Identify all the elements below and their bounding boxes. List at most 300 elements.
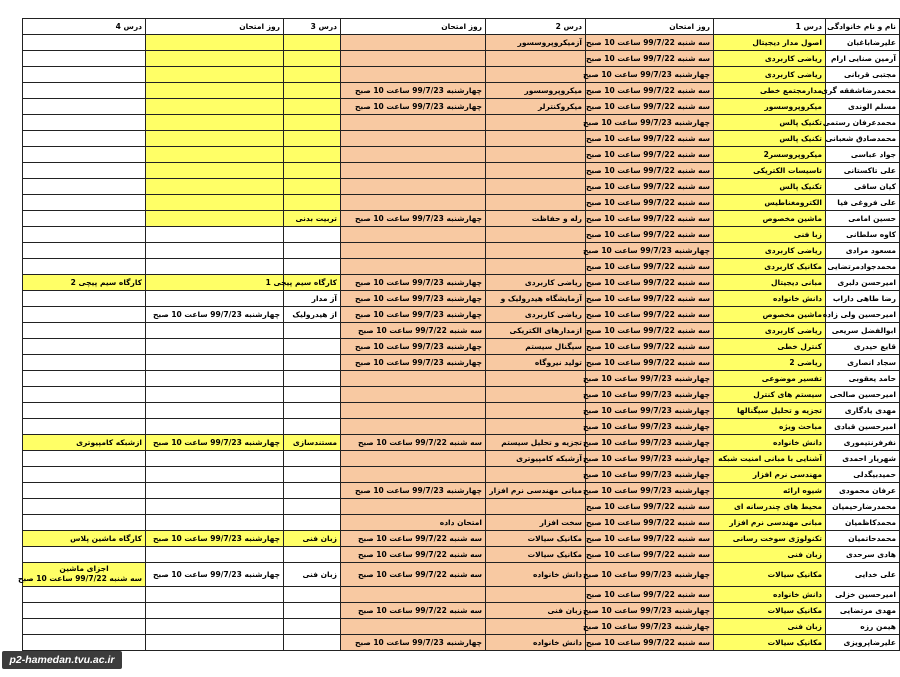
cell-text: ازمدارهای الکتریکی bbox=[509, 326, 582, 335]
cell-exam-date-1 bbox=[585, 291, 713, 307]
cell-course-2 bbox=[485, 355, 585, 371]
cell-course-3 bbox=[283, 67, 340, 83]
header-exam-date-1 bbox=[585, 19, 713, 35]
cell-text: تجزیه و تحلیل سیستم bbox=[501, 438, 582, 447]
cell-name bbox=[825, 371, 899, 387]
header-label: درس 2 bbox=[555, 22, 582, 31]
cell-course-4 bbox=[22, 587, 145, 603]
cell-course-3 bbox=[283, 131, 340, 147]
cell-text: سه شنبه 99/7/22 ساعت 10 صبح bbox=[585, 294, 710, 303]
cell-course-3 bbox=[283, 371, 340, 387]
table-row bbox=[22, 635, 899, 651]
cell-text: چهارشنبه 99/7/23 ساعت 10 صبح bbox=[583, 454, 710, 463]
cell-text: مکانیک کاربردی bbox=[764, 262, 822, 271]
cell-course-1 bbox=[713, 323, 825, 339]
cell-course-4 bbox=[22, 147, 145, 163]
cell-text: سه شنبه 99/7/22 ساعت 10 صبح bbox=[585, 182, 710, 191]
cell-exam-date-2 bbox=[340, 115, 485, 131]
cell-text: سه شنبه 99/7/22 ساعت 10 صبح bbox=[585, 54, 710, 63]
cell-exam-date-2 bbox=[340, 275, 485, 291]
cell-exam-date-1 bbox=[585, 635, 713, 651]
cell-course-2 bbox=[485, 99, 585, 115]
exam-schedule-table bbox=[17, 18, 900, 651]
cell-text: شیوه ارائه bbox=[782, 486, 822, 495]
cell-name bbox=[825, 419, 899, 435]
cell-text: سه شنبه 99/7/22 ساعت 10 صبح bbox=[585, 262, 710, 271]
cell-exam-date-3 bbox=[145, 195, 283, 211]
cell-course-3 bbox=[283, 35, 340, 51]
cell-course-4 bbox=[22, 243, 145, 259]
cell-text: چهارشنبه 99/7/23 ساعت 10 صبح bbox=[583, 606, 710, 615]
cell-text: سه شنبه 99/7/22 ساعت 10 صبح bbox=[585, 230, 710, 239]
cell-text: امتحان داده bbox=[439, 518, 482, 527]
cell-text: چهارشنبه 99/7/23 ساعت 10 صبح bbox=[153, 438, 280, 447]
cell-course-2 bbox=[485, 243, 585, 259]
cell-exam-date-3 bbox=[145, 163, 283, 179]
cell-exam-date-1 bbox=[585, 179, 713, 195]
cell-course-1 bbox=[713, 227, 825, 243]
cell-text: زبان فنی bbox=[302, 534, 337, 543]
header-label: درس 1 bbox=[795, 22, 822, 31]
cell-name bbox=[825, 179, 899, 195]
cell-course-3 bbox=[283, 163, 340, 179]
header-name bbox=[825, 19, 899, 35]
table-row bbox=[22, 211, 899, 227]
table-row bbox=[22, 243, 899, 259]
cell-text: مدارمجتمع خطی bbox=[759, 86, 822, 95]
cell-exam-date-3 bbox=[145, 67, 283, 83]
cell-exam-date-2 bbox=[340, 51, 485, 67]
cell-course-4 bbox=[22, 323, 145, 339]
cell-text: تجزیه و تحلیل سیگنالها bbox=[736, 406, 822, 415]
cell-exam-date-2 bbox=[340, 307, 485, 323]
cell-text: زبان فنی bbox=[302, 570, 337, 579]
cell-course-3 bbox=[283, 243, 340, 259]
cell-course-1 bbox=[713, 115, 825, 131]
cell-course-3 bbox=[283, 211, 340, 227]
cell-exam-date-2 bbox=[340, 227, 485, 243]
cell-exam-date-3 bbox=[145, 483, 283, 499]
cell-exam-date-2 bbox=[340, 547, 485, 563]
cell-text: قایع حیدری bbox=[853, 342, 896, 351]
cell-text: سجاد انصاری bbox=[847, 358, 896, 367]
cell-course-4 bbox=[22, 483, 145, 499]
cell-course-4 bbox=[22, 115, 145, 131]
table-row bbox=[22, 115, 899, 131]
cell-text: تفسیر موضوعی bbox=[761, 374, 822, 383]
cell-text: سه شنبه 99/7/22 ساعت 10 صبح bbox=[585, 102, 710, 111]
cell-course-4 bbox=[22, 451, 145, 467]
cell-text: چهارشنبه 99/7/23 ساعت 10 صبح bbox=[355, 278, 482, 287]
cell-course-2 bbox=[485, 291, 585, 307]
cell-course-3 bbox=[283, 403, 340, 419]
header-label: نام و نام خانوادگی bbox=[827, 22, 896, 31]
cell-exam-date-3 bbox=[145, 179, 283, 195]
header-row bbox=[22, 19, 899, 35]
cell-course-4 bbox=[22, 211, 145, 227]
cell-exam-date-1 bbox=[585, 163, 713, 179]
cell-text: سیگنال سیستم bbox=[525, 342, 582, 351]
cell-exam-date-3 bbox=[145, 83, 283, 99]
cell-text: حسین امامی bbox=[848, 214, 896, 223]
cell-text: امیرحسین ولی زاده bbox=[822, 310, 896, 319]
table-row bbox=[22, 547, 899, 563]
cell-text: اجزای ماشین سه شنبه 99/7/22 ساعت 10 صبح bbox=[17, 564, 142, 583]
cell-course-3 bbox=[283, 563, 340, 587]
cell-course-1 bbox=[713, 499, 825, 515]
cell-course-4 bbox=[22, 67, 145, 83]
cell-course-3 bbox=[283, 419, 340, 435]
table-row bbox=[22, 259, 899, 275]
cell-text: ریاضی 2 bbox=[789, 358, 822, 367]
cell-text: محمدصادق شعبانی bbox=[825, 134, 896, 143]
cell-text: کیان ساقی bbox=[854, 182, 896, 191]
cell-course-1 bbox=[713, 307, 825, 323]
cell-exam-date-2 bbox=[340, 179, 485, 195]
table-row bbox=[22, 275, 899, 291]
cell-exam-date-3 bbox=[145, 547, 283, 563]
cell-text: چهارشنبه 99/7/23 ساعت 10 صبح bbox=[355, 86, 482, 95]
cell-text: آرمین صنایی ارام bbox=[830, 54, 896, 63]
cell-exam-date-2 bbox=[340, 259, 485, 275]
cell-text: محمدرضارحیمیان bbox=[832, 502, 896, 511]
cell-exam-date-2 bbox=[340, 243, 485, 259]
cell-text: میکروپروسسر2 bbox=[763, 150, 822, 159]
cell-course-2 bbox=[485, 547, 585, 563]
cell-text: سه شنبه 99/7/22 ساعت 10 صبح bbox=[357, 326, 482, 335]
cell-text: سه شنبه 99/7/22 ساعت 10 صبح bbox=[357, 550, 482, 559]
cell-course-4 bbox=[22, 371, 145, 387]
cell-text: تکنیک پالس bbox=[779, 118, 822, 127]
cell-text: امیرحسن دلبری bbox=[837, 278, 896, 287]
table-row bbox=[22, 387, 899, 403]
cell-text: چهارشنبه 99/7/23 ساعت 10 صبح bbox=[355, 358, 482, 367]
cell-text: چهارشنبه 99/7/23 ساعت 10 صبح bbox=[583, 422, 710, 431]
cell-name bbox=[825, 355, 899, 371]
cell-text: دانش خانواده bbox=[532, 570, 582, 579]
cell-text: کنترل خطی bbox=[777, 342, 822, 351]
cell-exam-date-3 bbox=[145, 131, 283, 147]
cell-course-1 bbox=[713, 179, 825, 195]
cell-exam-date-3 bbox=[145, 563, 283, 587]
cell-text: مبانی مهندسی نرم افزار bbox=[489, 486, 582, 495]
cell-name bbox=[825, 131, 899, 147]
cell-text: آز مدار bbox=[311, 294, 337, 303]
cell-text: سه شنبه 99/7/22 ساعت 10 صبح bbox=[585, 166, 710, 175]
cell-course-4 bbox=[22, 195, 145, 211]
table-row bbox=[22, 307, 899, 323]
cell-text: سیستم های کنترل bbox=[753, 390, 822, 399]
cell-exam-date-3 bbox=[145, 635, 283, 651]
cell-text: دانش خانواده bbox=[772, 590, 822, 599]
cell-course-3 bbox=[283, 195, 340, 211]
cell-text: چهارشنبه 99/7/23 ساعت 10 صبح bbox=[355, 214, 482, 223]
cell-name bbox=[825, 483, 899, 499]
cell-exam-date-1 bbox=[585, 339, 713, 355]
cell-course-1 bbox=[713, 259, 825, 275]
cell-exam-date-3 bbox=[145, 451, 283, 467]
cell-course-2 bbox=[485, 531, 585, 547]
cell-exam-date-2 bbox=[340, 467, 485, 483]
cell-course-4 bbox=[22, 291, 145, 307]
cell-exam-date-2 bbox=[340, 323, 485, 339]
cell-text: محمدجوادمرتضایی bbox=[827, 262, 896, 271]
cell-text: زبا فنی bbox=[793, 230, 822, 239]
cell-exam-date-2 bbox=[340, 211, 485, 227]
cell-exam-date-1 bbox=[585, 259, 713, 275]
cell-text: ریاضی کاربردی bbox=[764, 70, 822, 79]
table-row bbox=[22, 467, 899, 483]
cell-text: ماشین مخصوص bbox=[762, 214, 822, 223]
cell-course-3 bbox=[283, 587, 340, 603]
cell-text: چهارشنبه 99/7/23 ساعت 10 صبح bbox=[583, 438, 710, 447]
cell-exam-date-2 bbox=[340, 563, 485, 587]
cell-name bbox=[825, 403, 899, 419]
cell-exam-date-1 bbox=[585, 227, 713, 243]
cell-text: سه شنبه 99/7/22 ساعت 10 صبح bbox=[357, 438, 482, 447]
cell-course-3 bbox=[283, 307, 340, 323]
cell-course-4 bbox=[22, 83, 145, 99]
cell-text: مبانی دیجیتال bbox=[770, 278, 822, 287]
cell-text: نفرفرنتیموری bbox=[843, 438, 896, 447]
cell-text: اصول مدار دیجیتال bbox=[752, 38, 822, 47]
cell-text: چهارشنبه 99/7/23 ساعت 10 صبح bbox=[355, 310, 482, 319]
cell-exam-date-1 bbox=[585, 131, 713, 147]
cell-text: الکترومغناطیس bbox=[764, 198, 822, 207]
cell-name bbox=[825, 243, 899, 259]
cell-exam-date-3 bbox=[145, 499, 283, 515]
cell-exam-date-1 bbox=[585, 275, 713, 291]
table-row bbox=[22, 35, 899, 51]
cell-exam-date-1 bbox=[585, 499, 713, 515]
cell-course-4 bbox=[22, 435, 145, 451]
cell-course-2 bbox=[485, 307, 585, 323]
cell-text: ریاضی کاربردی bbox=[764, 246, 822, 255]
cell-exam-date-2 bbox=[340, 435, 485, 451]
cell-text: سه شنبه 99/7/22 ساعت 10 صبح bbox=[585, 342, 710, 351]
cell-text: زبان فنی bbox=[787, 550, 822, 559]
cell-course-2 bbox=[485, 467, 585, 483]
cell-course-1 bbox=[713, 419, 825, 435]
cell-text: سه شنبه 99/7/22 ساعت 10 صبح bbox=[585, 198, 710, 207]
cell-course-4 bbox=[22, 307, 145, 323]
cell-exam-date-2 bbox=[340, 603, 485, 619]
cell-text: سه شنبه 99/7/22 ساعت 10 صبح bbox=[585, 518, 710, 527]
cell-exam-date-1 bbox=[585, 483, 713, 499]
cell-name bbox=[825, 67, 899, 83]
cell-course-2 bbox=[485, 563, 585, 587]
cell-exam-date-3 bbox=[145, 419, 283, 435]
cell-course-4 bbox=[17, 563, 145, 587]
cell-text: چهارشنبه 99/7/23 ساعت 10 صبح bbox=[583, 118, 710, 127]
cell-text: ریاضی کاربردی bbox=[764, 54, 822, 63]
cell-course-1 bbox=[713, 587, 825, 603]
cell-exam-date-2 bbox=[340, 587, 485, 603]
cell-text: ریاضی کاربردی bbox=[524, 278, 582, 287]
cell-course-2 bbox=[485, 179, 585, 195]
cell-course-1 bbox=[713, 371, 825, 387]
cell-exam-date-1 bbox=[585, 547, 713, 563]
cell-exam-date-3 bbox=[145, 619, 283, 635]
cell-text: مباحث ویژه bbox=[778, 422, 822, 431]
cell-name bbox=[825, 451, 899, 467]
cell-text: مستندسازی bbox=[292, 438, 337, 447]
cell-course-1 bbox=[713, 531, 825, 547]
cell-text: از هیدرولیک bbox=[292, 310, 337, 319]
cell-course-1 bbox=[713, 603, 825, 619]
cell-text: کارگاه سیم پیچی 2 bbox=[70, 278, 142, 287]
cell-name bbox=[825, 195, 899, 211]
cell-text: چهارشنبه 99/7/23 ساعت 10 صبح bbox=[583, 70, 710, 79]
cell-exam-date-3 bbox=[145, 115, 283, 131]
site-watermark: p2-hamedan.tvu.ac.ir bbox=[2, 651, 122, 669]
cell-exam-date-2 bbox=[340, 291, 485, 307]
cell-text: چهارشنبه 99/7/23 ساعت 10 صبح bbox=[153, 570, 280, 579]
cell-exam-date-1 bbox=[585, 419, 713, 435]
cell-course-3 bbox=[283, 259, 340, 275]
cell-text: تکنیک پالس bbox=[779, 134, 822, 143]
cell-text: کارگاه ماشین پلاس bbox=[70, 534, 142, 543]
cell-text: چهارشنبه 99/7/23 ساعت 10 صبح bbox=[355, 102, 482, 111]
cell-course-2 bbox=[485, 483, 585, 499]
cell-course-1 bbox=[713, 195, 825, 211]
cell-course-2 bbox=[485, 515, 585, 531]
cell-name bbox=[825, 291, 899, 307]
header-label: روز امتحان bbox=[669, 22, 710, 31]
cell-exam-date-1 bbox=[585, 307, 713, 323]
cell-course-3 bbox=[283, 435, 340, 451]
cell-exam-date-3 bbox=[145, 435, 283, 451]
cell-course-2 bbox=[485, 35, 585, 51]
table-row bbox=[22, 435, 899, 451]
cell-course-1 bbox=[713, 67, 825, 83]
cell-exam-date-1 bbox=[585, 515, 713, 531]
cell-exam-date-3 bbox=[145, 291, 283, 307]
cell-text: ریاضی کاربردی bbox=[764, 326, 822, 335]
cell-exam-date-1 bbox=[585, 451, 713, 467]
cell-exam-date-1 bbox=[585, 387, 713, 403]
cell-exam-date-2 bbox=[340, 67, 485, 83]
cell-text: مبانی مهندسی نرم افزار bbox=[729, 518, 822, 527]
cell-name bbox=[825, 387, 899, 403]
table-row bbox=[22, 131, 899, 147]
cell-exam-date-3 bbox=[145, 35, 283, 51]
cell-text: علی فروغی فیا bbox=[837, 198, 896, 207]
table-row bbox=[22, 83, 899, 99]
cell-exam-date-2 bbox=[340, 419, 485, 435]
cell-course-1 bbox=[713, 163, 825, 179]
cell-exam-date-2 bbox=[340, 515, 485, 531]
cell-course-4 bbox=[22, 51, 145, 67]
cell-course-3 bbox=[283, 499, 340, 515]
cell-exam-date-2 bbox=[340, 99, 485, 115]
cell-text: سه شنبه 99/7/22 ساعت 10 صبح bbox=[585, 150, 710, 159]
cell-course-2 bbox=[485, 435, 585, 451]
cell-exam-date-3 bbox=[145, 515, 283, 531]
cell-name bbox=[825, 467, 899, 483]
cell-course-3 bbox=[283, 467, 340, 483]
cell-name bbox=[822, 307, 899, 323]
cell-name bbox=[825, 339, 899, 355]
cell-course-3 bbox=[283, 547, 340, 563]
cell-text: عرفان محمودی bbox=[838, 486, 896, 495]
table-row bbox=[22, 499, 899, 515]
cell-exam-date-3 bbox=[145, 275, 283, 291]
cell-course-4 bbox=[22, 355, 145, 371]
cell-course-4 bbox=[22, 515, 145, 531]
cell-text: رضا طاهی داراب bbox=[832, 294, 896, 303]
cell-text: میکروپروسسور bbox=[764, 102, 822, 111]
cell-exam-date-3 bbox=[145, 147, 283, 163]
cell-exam-date-2 bbox=[340, 35, 485, 51]
cell-exam-date-2 bbox=[340, 83, 485, 99]
cell-text: هیمن رزه bbox=[860, 622, 896, 631]
cell-text: ابوالفضل سریعی bbox=[831, 326, 896, 335]
cell-text: سخت افزار bbox=[539, 518, 582, 527]
cell-text: دانش خانواده bbox=[532, 638, 582, 647]
cell-exam-date-3 bbox=[145, 371, 283, 387]
cell-text: امیرحسین خزلی bbox=[835, 590, 896, 599]
cell-course-1 bbox=[713, 515, 825, 531]
cell-course-1 bbox=[713, 211, 825, 227]
cell-text: چهارشنبه 99/7/23 ساعت 10 صبح bbox=[583, 486, 710, 495]
cell-text: سه شنبه 99/7/22 ساعت 10 صبح bbox=[585, 86, 710, 95]
cell-exam-date-1 bbox=[585, 435, 713, 451]
cell-text: کاوه سلطانی bbox=[846, 230, 896, 239]
cell-course-4 bbox=[22, 339, 145, 355]
cell-course-3 bbox=[283, 387, 340, 403]
cell-text: شهریار احمدی bbox=[842, 454, 896, 463]
cell-course-2 bbox=[485, 499, 585, 515]
cell-course-1 bbox=[713, 35, 825, 51]
cell-course-4 bbox=[22, 547, 145, 563]
header-course-4 bbox=[22, 19, 145, 35]
cell-text: چهارشنبه 99/7/23 ساعت 10 صبح bbox=[355, 294, 482, 303]
cell-course-3 bbox=[283, 339, 340, 355]
cell-course-4 bbox=[22, 499, 145, 515]
cell-course-1 bbox=[713, 619, 825, 635]
cell-exam-date-1 bbox=[585, 355, 713, 371]
cell-name bbox=[825, 531, 899, 547]
table-row bbox=[22, 371, 899, 387]
cell-text: دانش خانواده bbox=[772, 294, 822, 303]
cell-course-1 bbox=[713, 563, 825, 587]
cell-course-2 bbox=[485, 195, 585, 211]
cell-text: سه شنبه 99/7/22 ساعت 10 صبح bbox=[585, 550, 710, 559]
cell-exam-date-3 bbox=[145, 211, 283, 227]
cell-course-1 bbox=[713, 339, 825, 355]
table-row bbox=[17, 563, 899, 587]
cell-course-1 bbox=[713, 547, 825, 563]
cell-text: چهارشنبه 99/7/23 ساعت 10 صبح bbox=[153, 310, 280, 319]
cell-text: سه شنبه 99/7/22 ساعت 10 صبح bbox=[357, 606, 482, 615]
table-row bbox=[22, 403, 899, 419]
cell-course-2 bbox=[485, 131, 585, 147]
cell-text: محمدحاتمیان bbox=[848, 534, 896, 543]
cell-text: آزشبکه کامپیوتری bbox=[516, 454, 582, 463]
table-row bbox=[22, 515, 899, 531]
cell-course-4 bbox=[22, 531, 145, 547]
cell-course-2 bbox=[485, 635, 585, 651]
header-label: درس 3 bbox=[310, 22, 337, 31]
cell-name bbox=[825, 259, 899, 275]
cell-exam-date-2 bbox=[340, 163, 485, 179]
table-row bbox=[22, 419, 899, 435]
cell-text: سه شنبه 99/7/22 ساعت 10 صبح bbox=[585, 310, 710, 319]
cell-exam-date-1 bbox=[585, 587, 713, 603]
table-row bbox=[22, 51, 899, 67]
cell-text: تاسیسات الکتریکی bbox=[753, 166, 822, 175]
